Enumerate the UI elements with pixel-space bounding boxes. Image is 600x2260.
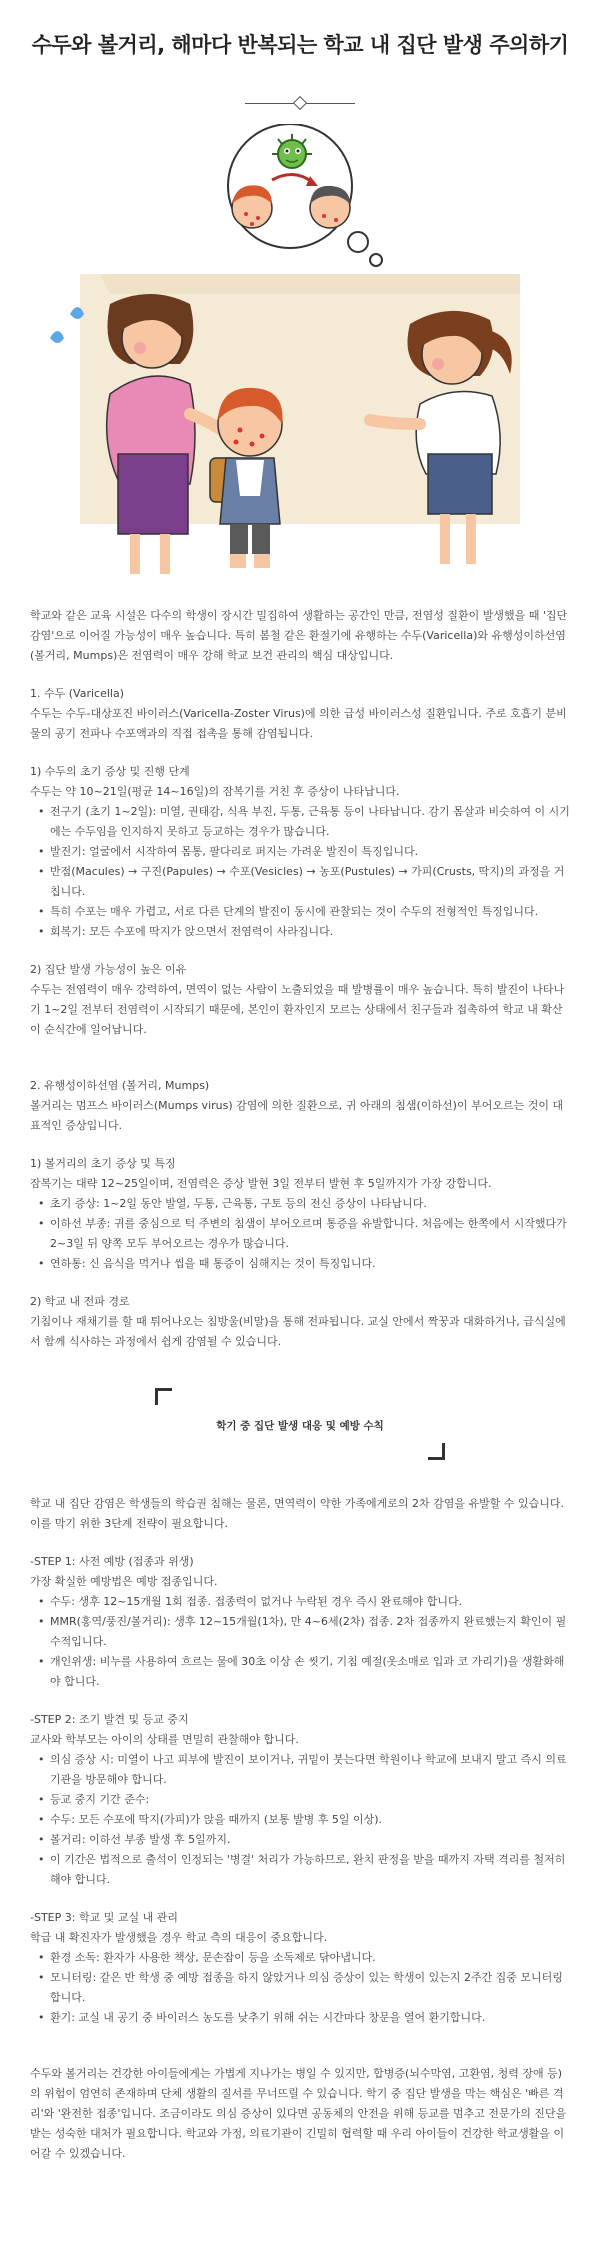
intro-paragraph: 학교와 같은 교육 시설은 다수의 학생이 장시간 밀집하여 생활하는 공간인 만큼, 전염성 질환이 발생했을 때 '집단 감염'으로 이어질 가능성이 매우 높습니다. 특히 봄철 같은 환절기에 유행하는 수두(Varicella)와 유행성이하선염(볼거리, Mumps)은 전염력이 매우 강해 학교 보건 관리의 핵심 대상입니다. — [30, 609, 568, 662]
title-divider — [245, 98, 355, 110]
list-item: • 볼거리: 이하선 부종 발생 후 5일까지. — [42, 1830, 570, 1850]
school-outbreak-illustration — [40, 124, 560, 584]
list-item: • 수두: 모든 수포에 딱지(가피)가 앉을 때까지 (보통 발병 후 5일 이상). — [42, 1810, 570, 1830]
list-item: • 전구기 (초기 1~2일): 미열, 권태감, 식욕 부진, 두통, 근육통 등이 나타납니다. 감기 몸살과 비슷하여 이 시기에는 수두임을 인지하지 못하고 등교하는 경우가 많습니다. — [42, 802, 570, 842]
list-item: • 환기: 교실 내 공기 중 바이러스 농도를 낮추기 위해 쉬는 시간마다 창문을 열어 환기합니다. — [42, 2008, 570, 2028]
step2-list — [30, 1750, 570, 1890]
mumps-symptoms-lead: 잠복기는 대략 12~25일이며, 전염력은 증상 발현 3일 전부터 발현 후 5일까지가 가장 강합니다. — [30, 1177, 492, 1190]
list-item: • 발진기: 얼굴에서 시작하여 몸통, 팔다리로 퍼지는 가려운 발진이 특징입니다. — [42, 842, 570, 862]
conclusion-paragraph: 수두와 볼거리는 건강한 아이들에게는 가볍게 지나가는 병일 수 있지만, 합병증(뇌수막염, 고환염, 청력 장애 등)의 위험이 엄연히 존재하며 단체 생활의 질서를 무너뜨릴 수 있습니다. 학기 중 집단 발생을 막는 핵심은 '빠른 격리'와 '완전한 접종'입니다. 조금이라도 의심 증상이 있다면 공동체의 안전을 위해 등교를 멈추고 전문가의 진단을 받는 성숙한 대처가 필요합니다. 학교와 가정, 의료기관이 긴밀히 협력할 때 우리 아이들이 건강한 학교생활을 이어갈 수 있겠습니다. — [30, 2067, 567, 2160]
list-item: • 수두: 생후 12~15개월 1회 접종. 접종력이 없거나 누락된 경우 즉시 완료해야 합니다. — [42, 1592, 570, 1612]
list-item: • MMR(홍역/풍진/볼거리): 생후 12~15개월(1차), 만 4~6세(2차) 접종. 2차 접종까지 완료했는지 확인이 필수적입니다. — [42, 1612, 570, 1652]
varicella-symptom-list — [30, 802, 570, 942]
illustration — [40, 124, 560, 584]
list-item: • 환경 소독: 환자가 사용한 책상, 문손잡이 등을 소독제로 닦아냅니다. — [42, 1948, 570, 1968]
list-item: • 이하선 부종: 귀를 중심으로 턱 주변의 침샘이 부어오르며 통증을 유발합니다. 처음에는 한쪽에서 시작했다가 2~3일 뒤 양쪽 모두 부어오르는 경우가 많습니다. — [42, 1214, 570, 1254]
mumps-description: 볼거리는 멈프스 바이러스(Mumps virus) 감염에 의한 질환으로, 귀 아래의 침샘(이하선)이 부어오르는 것이 대표적인 증상입니다. — [30, 1099, 564, 1132]
list-item: • 회복기: 모든 수포에 딱지가 앉으면서 전염력이 사라집니다. — [42, 922, 570, 942]
list-item: • 등교 중지 기간 준수: — [42, 1790, 570, 1810]
sick-child-face-icon — [232, 185, 272, 228]
list-item: • 반점(Macules) → 구진(Papules) → 수포(Vesicles) → 농포(Pustules) → 가피(Crusts, 딱지)의 과정을 거칩니다. — [42, 862, 570, 902]
section-title: 학기 중 집단 발생 대응 및 예방 수칙 — [216, 1420, 384, 1432]
list-item: • 이 기간은 법적으로 출석이 인정되는 '병결' 처리가 가능하므로, 완치 판정을 받을 때까지 자택 격리를 철저히 해야 합니다. — [42, 1850, 570, 1890]
mumps-symptom-list — [30, 1194, 570, 1274]
varicella-heading: 1. 수두 (Varicella) — [30, 687, 124, 700]
list-item: • 의심 증상 시: 미열이 나고 피부에 발진이 보이거나, 귀밑이 붓는다면 학원이나 학교에 보내지 말고 즉시 의료기관을 방문해야 합니다. — [42, 1750, 570, 1790]
list-item: • 연하통: 신 음식을 먹거나 씹을 때 통증이 심해지는 것이 특징입니다. — [42, 1254, 570, 1274]
step1-lead: 가장 확실한 예방법은 예방 접종입니다. — [30, 1575, 218, 1588]
step1-heading: -STEP 1: 사전 예방 (접종과 위생) — [30, 1555, 194, 1568]
mumps-symptoms-heading: 1) 볼거리의 초기 증상 및 특징 — [30, 1157, 176, 1170]
varicella-description: 수두는 수두-대상포진 바이러스(Varicella-Zoster Virus)에 의한 급성 바이러스성 질환입니다. 주로 호흡기 분비물의 공기 전파나 수포액과의 직접 접촉을 통해 감염됩니다. — [30, 707, 567, 740]
varicella-symptoms-lead: 수두는 약 10~21일(평균 14~16일)의 잠복기를 거친 후 증상이 나타납니다. — [30, 785, 400, 798]
step2-heading: -STEP 2: 조기 발견 및 등교 중지 — [30, 1713, 189, 1726]
step1-list — [30, 1592, 570, 1692]
varicella-outbreak-text: 수두는 전염력이 매우 강력하여, 면역이 없는 사람이 노출되었을 때 발병률이 매우 높습니다. 특히 발진이 나타나기 1~2일 전부터 전염력이 시작되기 때문에, 본인이 환자인지 모르는 상태에서 친구들과 접촉하여 학교 내 확산이 순식간에 일어납니다. — [30, 983, 565, 1036]
varicella-outbreak-heading: 2) 집단 발생 가능성이 높은 이유 — [30, 963, 187, 976]
mumps-heading: 2. 유행성이하선염 (볼거리, Mumps) — [30, 1079, 210, 1092]
list-item: • 특히 수포는 매우 가렵고, 서로 다른 단계의 발진이 동시에 관찰되는 것이 수두의 전형적인 특징입니다. — [42, 902, 570, 922]
section-title-box — [155, 1388, 445, 1460]
varicella-symptoms-heading: 1) 수두의 초기 증상 및 진행 단계 — [30, 765, 190, 778]
list-item: • 초기 증상: 1~2일 동안 발열, 두통, 근육통, 구토 등의 전신 증상이 나타납니다. — [42, 1194, 570, 1214]
infected-child-face-icon — [310, 186, 350, 228]
mumps-transmission-heading: 2) 학교 내 전파 경로 — [30, 1295, 130, 1308]
section-intro: 학교 내 집단 감염은 학생들의 학습권 침해는 물론, 면역력이 약한 가족에게로의 2차 감염을 유발할 수 있습니다. 이를 막기 위한 3단계 전략이 필요합니다. — [30, 1497, 564, 1530]
list-item: • 개인위생: 비누를 사용하여 흐르는 물에 30초 이상 손 씻기, 기침 예절(옷소매로 입과 코 가리기)을 생활화해야 합니다. — [42, 1652, 570, 1692]
article-body — [0, 584, 600, 2164]
page-title: 수두와 볼거리, 해마다 반복되는 학교 내 집단 발생 주의하기 — [31, 33, 569, 57]
step3-list — [30, 1948, 570, 2028]
step2-lead: 교사와 학부모는 아이의 상태를 면밀히 관찰해야 합니다. — [30, 1733, 299, 1746]
step3-lead: 학급 내 확진자가 발생했을 경우 학교 측의 대응이 중요합니다. — [30, 1931, 328, 1944]
mumps-transmission-text: 기침이나 재채기를 할 때 튀어나오는 침방울(비말)을 통해 전파됩니다. 교실 안에서 짝꿍과 대화하거나, 급식실에서 함께 식사하는 과정에서 쉽게 감염될 수 있습니다. — [30, 1315, 566, 1348]
list-item: • 모니터링: 같은 반 학생 중 예방 접종을 하지 않았거나 의심 증상이 있는 학생이 있는지 2주간 집중 모니터링합니다. — [42, 1968, 570, 2008]
sick-boy-figure — [210, 388, 282, 568]
step3-heading: -STEP 3: 학교 및 교실 내 관리 — [30, 1911, 178, 1924]
